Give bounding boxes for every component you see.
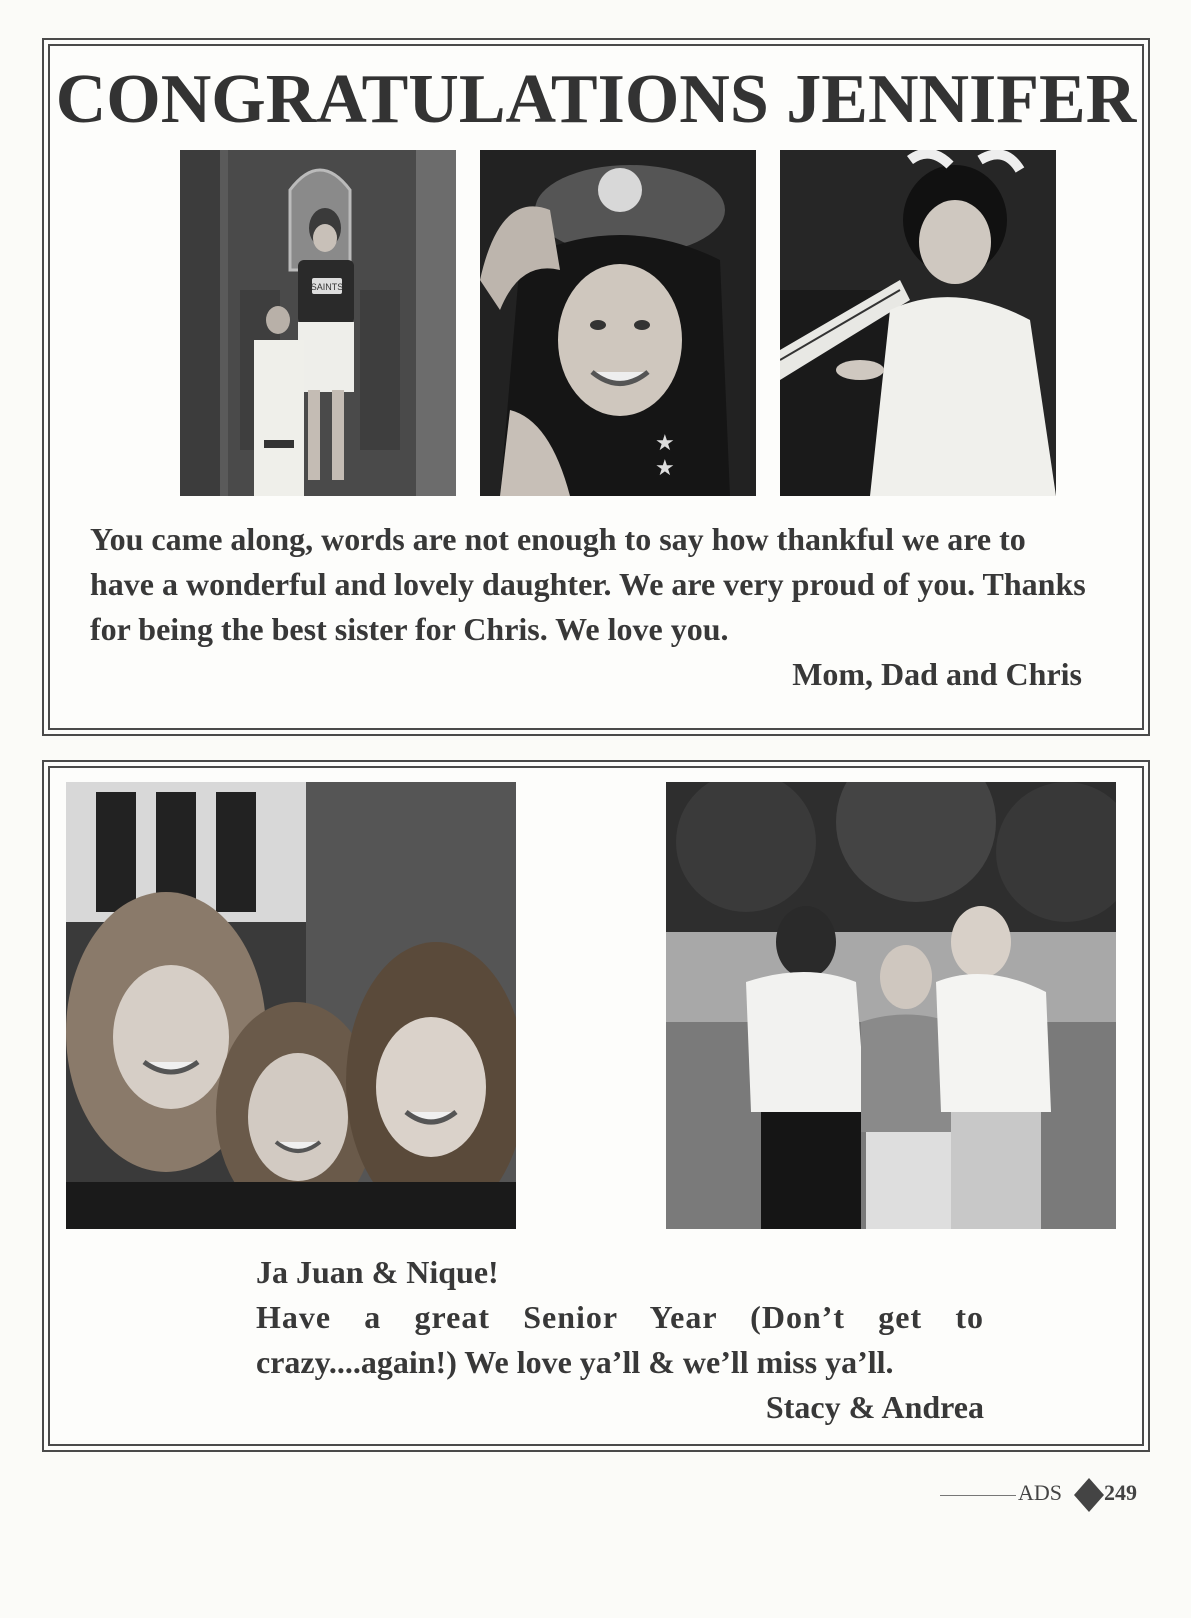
message-greeting: Ja Juan & Nique! — [256, 1254, 499, 1290]
group-indoor-photo-icon — [66, 782, 516, 1229]
page-number: 249 — [1104, 1480, 1137, 1505]
photo-girl-in-cap — [480, 150, 756, 496]
page-footer — [940, 1476, 1150, 1512]
svg-text:★: ★ — [655, 456, 675, 481]
footer-rule — [940, 1495, 1016, 1496]
message-line-3: crazy....again!) We love ya’ll & we’ll miss ya’ll. — [256, 1344, 894, 1380]
svg-text:★: ★ — [655, 431, 675, 456]
photo-three-girls-indoor — [66, 782, 516, 1229]
section-label: ADS — [1018, 1480, 1063, 1505]
jajuan-nique-ad — [42, 760, 1150, 1452]
message-signature: Mom, Dad and Chris — [792, 656, 1082, 692]
diamond-icon — [1074, 1478, 1104, 1512]
message-body: You came along, words are not enough to say how thankful we are to have a wonderful and lovely daughter. We are very proud of you. Thanks for being the best sister for Chris. We love you. — [90, 521, 1086, 647]
ad-message — [90, 517, 1090, 697]
saints-shirt-text: SAINTS — [310, 282, 344, 292]
photo-doorway-siblings — [180, 150, 456, 496]
ad-message — [256, 1250, 984, 1430]
photo-child-at-piano — [780, 150, 1056, 496]
group-outdoor-photo-icon — [666, 782, 1116, 1229]
piano-photo-icon — [780, 150, 1056, 496]
jennifer-ad — [42, 38, 1150, 736]
doorway-photo-icon — [180, 150, 456, 496]
ad-headline: CONGRATULATIONS JENNIFER — [55, 61, 1137, 138]
photo-three-girls-outdoor — [666, 782, 1116, 1229]
message-line-2: Have a great Senior Year (Don’t get to — [256, 1299, 984, 1335]
message-signature: Stacy & Andrea — [765, 1389, 984, 1425]
portrait-cap-photo-icon — [480, 150, 756, 496]
